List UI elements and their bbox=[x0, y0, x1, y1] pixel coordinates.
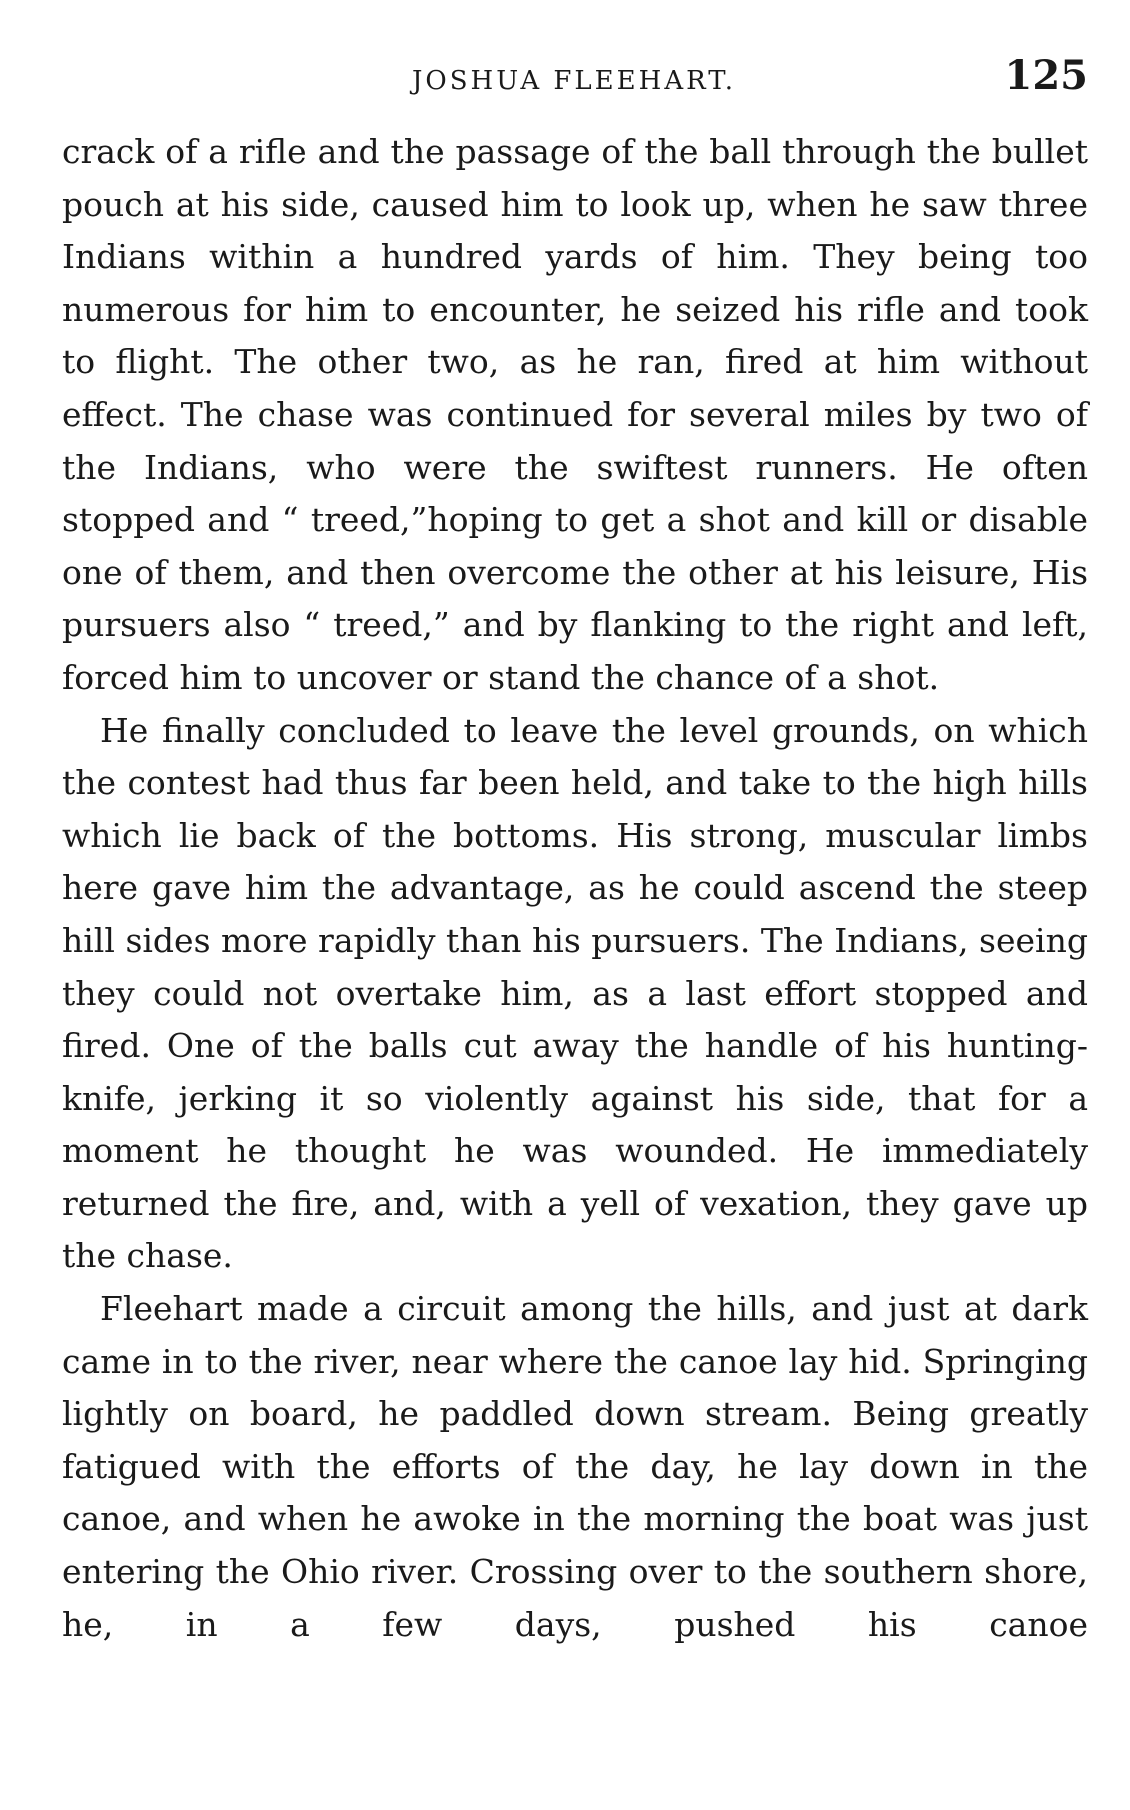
page-number: 125 bbox=[1004, 52, 1088, 99]
paragraph-3: Fleehart made a circuit among the hills, and just at dark came in to the river, near where the canoe lay hid. Springing lightly on board, he paddled down stream. Being greatly fatigued with the efforts of the day, he lay down in the canoe, and when he awoke in the morning the boat was just entering the Ohio river. Crossing over to the southern shore, he, in a few days, pushed his canoe bbox=[62, 1289, 1088, 1644]
running-head bbox=[60, 52, 1088, 100]
paragraph-2: He finally concluded to leave the level grounds, on which the contest had thus far been held, and take to the high hills which lie back of the bottoms. His strong, muscular limbs here gave him the advantage, as he could ascend the steep hill sides more rapidly than his pursuers. The Indians, seeing they could not overtake him, as a last effort stopped and fired. One of the balls cut away the handle of his hunting-knife, jerking it so violently against his side, that for a moment he thought he was wounded. He immediately returned the fire, and, with a yell of vexation, they gave up the chase. bbox=[62, 710, 1088, 1276]
paragraph-1: crack of a rifle and the passage of the ball through the bullet pouch at his side, caused him to look up, when he saw three Indians within a hundred yards of him. They being too numerous for him to encounter, he seized his rifle and took to flight. The other two, as he ran, fired at him without effect. The chase was continued for several miles by two of the Indians, who were the swiftest runners. He often stopped and “ treed,”hoping to get a shot and kill or disable one of them, and then overcome the other at his leisure, His pursuers also “ treed,” and by flanking to the right and left, forced him to uncover or stand the chance of a shot. bbox=[62, 132, 1088, 697]
body-text bbox=[62, 126, 1088, 1651]
running-title: JOSHUA FLEEHART. bbox=[412, 66, 736, 96]
